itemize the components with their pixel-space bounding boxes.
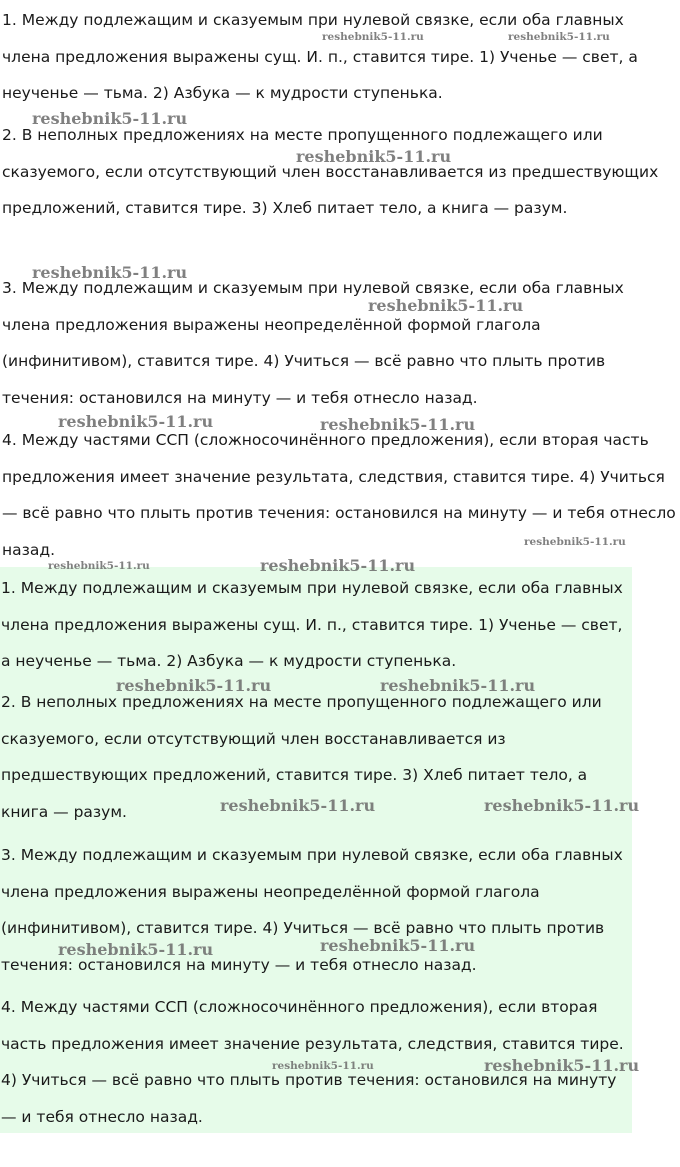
watermark: reshebnik5-11.ru bbox=[32, 263, 188, 282]
watermark: reshebnik5-11.ru bbox=[320, 936, 476, 955]
rule-paragraph-2: 2. В неполных предложениях на месте пропущенного подлежащего или сказуемого, если отсутствующий член восстанавливается из предшествующих предложений, ставится тире. 3) Хлеб питает тело, а книга — разум. bbox=[2, 126, 659, 217]
watermark: reshebnik5-11.ru bbox=[380, 676, 536, 695]
highlighted-rule-paragraph-4: 4. Между частями ССП (сложносочинённого предложения), если вторая часть предложения имеет значение результата, следствия, ставится тире. 4) Учиться — всё равно что плыть против течения: остановился на минуту — и тебя отнесло назад. bbox=[1, 998, 624, 1126]
highlighted-rule-paragraph-2: 2. В неполных предложениях на месте пропущенного подлежащего или сказуемого, если отсутствующий член восстанавливается из предшествующих предложений, ставится тире. 3) Хлеб питает тело, а книга — разум. bbox=[1, 693, 602, 821]
watermark: reshebnik5-11.ru bbox=[116, 676, 272, 695]
highlighted-rule-paragraph-3: 3. Между подлежащим и сказуемым при нулевой связке, если оба главных члена предложения выражены неопределённой формой глагола (инфинитивом), ставится тире. 4) Учиться — всё равно что плыть против течения: остановился на минуту — и тебя отнесло назад. bbox=[1, 846, 623, 974]
rule-paragraph-3: 3. Между подлежащим и сказуемым при нулевой связке, если оба главных члена предложения выражены неопределённой формой глагола (инфинитивом), ставится тире. 4) Учиться — всё равно что плыть против течения: остановился на минуту — и тебя отнесло назад. bbox=[2, 279, 624, 407]
watermark: reshebnik5-11.ru bbox=[260, 556, 416, 575]
rule-paragraph-4: 4. Между частями ССП (сложносочинённого предложения), если вторая часть предложения имеет значение результата, следствия, ставится тире. 4) Учиться — всё равно что плыть против течения: остановился на минуту — и тебя отнесло назад. bbox=[2, 431, 676, 559]
watermark: reshebnik5-11.ru bbox=[58, 412, 214, 431]
watermark: reshebnik5-11.ru bbox=[484, 1056, 640, 1075]
watermark: reshebnik5-11.ru bbox=[32, 109, 188, 128]
watermark: reshebnik5-11.ru bbox=[48, 560, 150, 572]
watermark: reshebnik5-11.ru bbox=[220, 796, 376, 815]
watermark: reshebnik5-11.ru bbox=[322, 31, 424, 43]
watermark: reshebnik5-11.ru bbox=[368, 296, 524, 315]
watermark: reshebnik5-11.ru bbox=[524, 536, 626, 548]
watermark: reshebnik5-11.ru bbox=[58, 940, 214, 959]
watermark: reshebnik5-11.ru bbox=[508, 31, 610, 43]
highlighted-rule-paragraph-1: 1. Между подлежащим и сказуемым при нулевой связке, если оба главных члена предложения выражены сущ. И. п., ставится тире. 1) Ученье — свет, а неученье — тьма. 2) Азбука — к мудрости ступенька. bbox=[1, 579, 623, 670]
watermark: reshebnik5-11.ru bbox=[296, 147, 452, 166]
watermark: reshebnik5-11.ru bbox=[484, 796, 640, 815]
watermark: reshebnik5-11.ru bbox=[320, 415, 476, 434]
highlighted-text-block bbox=[0, 567, 632, 1133]
rule-paragraph-1: 1. Между подлежащим и сказуемым при нулевой связке, если оба главных члена предложения выражены сущ. И. п., ставится тире. 1) Ученье — свет, а неученье — тьма. 2) Азбука — к мудрости ступенька. bbox=[2, 11, 638, 102]
watermark: reshebnik5-11.ru bbox=[272, 1060, 374, 1072]
